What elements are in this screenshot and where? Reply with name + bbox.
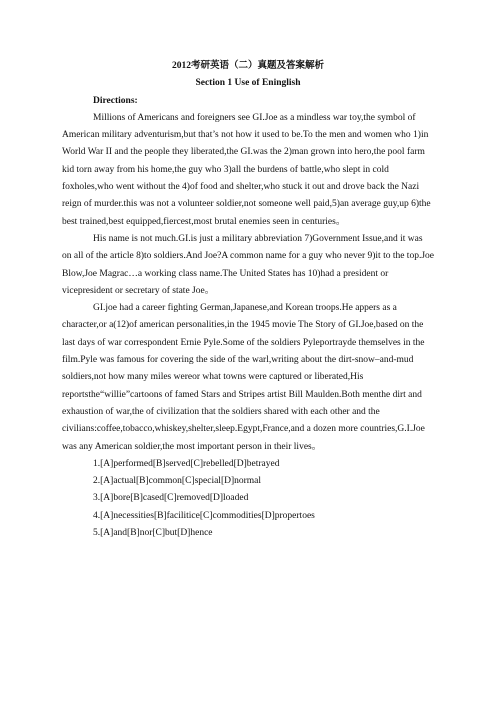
paragraph-1: Millions of Americans and foreigners see GI.Joe as a mindless war toy,the symbol of American military adventurism,but that’s not how it used to be.To the men and women who 1)in World War II and the people they liberated,the GI.was the 2)man grown into hero,the pool farm kid torn away from his home,the guy who 3)all the burdens of battle,who slept in cold foxholes,who went without the 4)of food and shelter,who stuck it out and drove back the Nazi reign of murder.this was not a volunteer soldier,not someone well paid,5)an average guy,up 6)the best trained,best equipped,fiercest,most brutal enemies seen in centuries。 xyxy=(62,112,431,227)
paragraph-3: GI.joe had a career fighting German,Japanese,and Korean troops.He appers as a character,or a(12)of american personalities,in the 1945 movie The Story of GI.Joe,based on the last days of war correspondent Ernie Pyle.Some of the soldiers Pyleportrayde themselves in the film.Pyle was famous for covering the side of the warl,writing about the dirt-snow–and-mud soldiers,not how many miles wereor what towns were captured or liberated,His reportsthe“willie”cartoons of famed Stars and Stripes artist Bill Maulden.Both menthe dirt and exhaustion of war,the of civilization that the soldiers shared with each other and the civilians:coffee,tobacco,whiskey,shelter,sleep.Egypt,France,and a dozen more countries,G.I.Joe was any American soldier,the most important person in their lives。 xyxy=(62,303,425,452)
document-title: 2012考研英语（二）真题及答案解析 xyxy=(171,61,324,71)
document-body xyxy=(62,58,434,542)
directions-label: Directions: xyxy=(93,95,138,106)
option-item-2: 2.[A]actual[B]common[C]special[D]normal xyxy=(93,476,262,487)
section-heading: Section 1 Use of Eninglish xyxy=(195,78,301,89)
option-item-5: 5.[A]and[B]nor[C]but[D]hence xyxy=(93,528,213,539)
option-item-1: 1.[A]performed[B]served[C]rebelled[D]betrayed xyxy=(93,458,280,469)
option-item-4: 4.[A]necessities[B]facilitice[C]commodities[D]propertoes xyxy=(93,510,315,521)
option-item-3: 3.[A]bore[B]cased[C]removed[D]loaded xyxy=(93,493,249,504)
paragraph-2: His name is not much.GI.is just a military abbreviation 7)Government Issue,and it was on all of the article 8)to soldiers.And Joe?A common name for a guy who never 9)it to the top.Joe Blow,Joe Magrac…a working class name.The United States has 10)had a president or vicepresident or secretary of state Joe。 xyxy=(62,233,434,296)
